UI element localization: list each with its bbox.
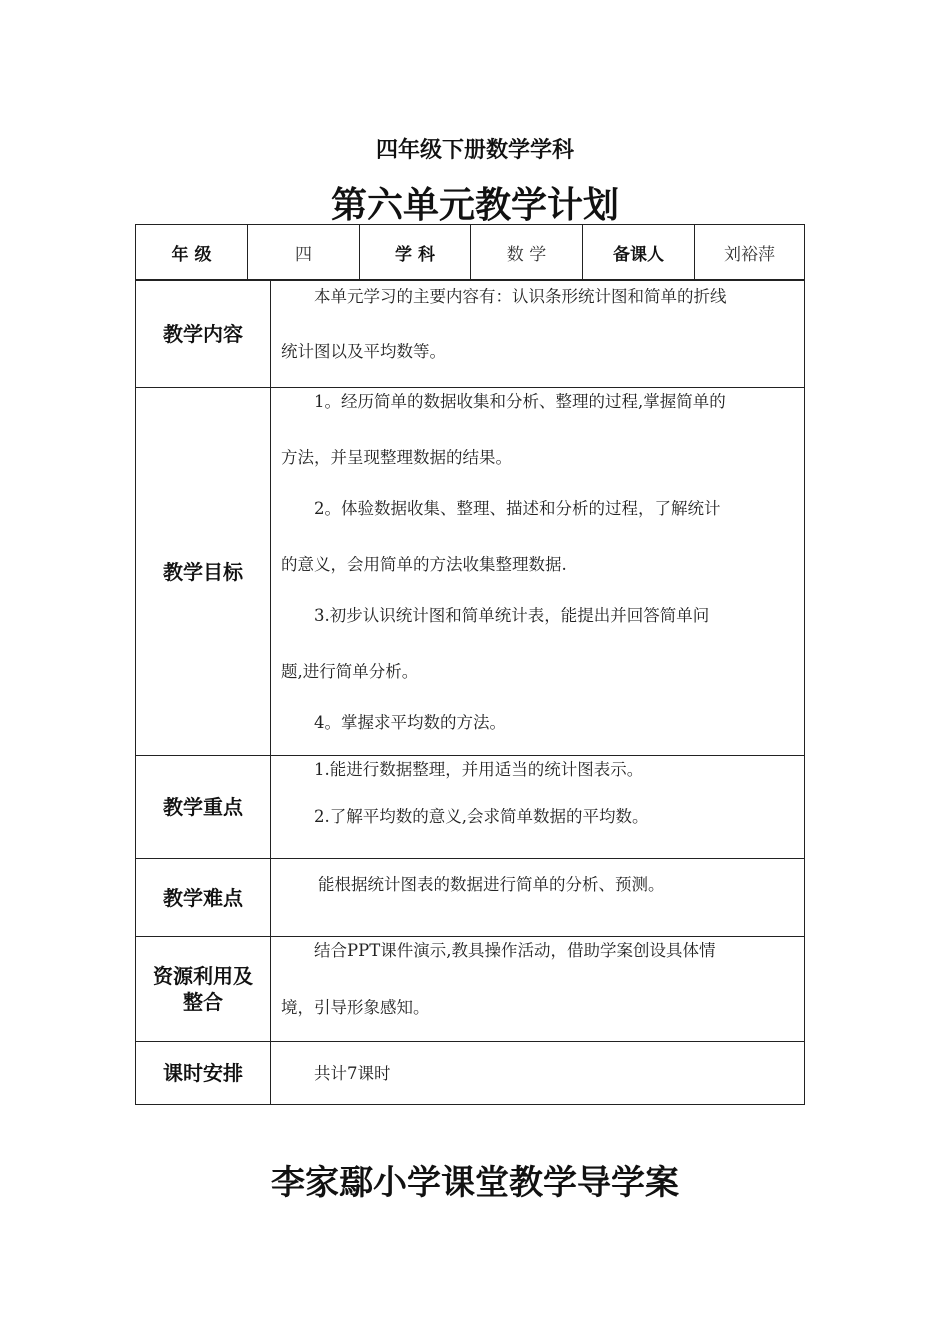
info-header-row	[135, 224, 805, 280]
teaching-goals-text	[271, 388, 804, 755]
text-line: 本单元学习的主要内容有：认识条形统计图和简单的折线	[314, 287, 727, 306]
grade-label: 年 级	[136, 225, 248, 279]
text-line: 方法，并呈现整理数据的结果。	[281, 448, 512, 467]
footer-title: 李家鄢小学课堂教学导学案	[271, 1163, 679, 1203]
schedule-label: 课时安排	[136, 1042, 271, 1104]
text-line: 1。经历简单的数据收集和分析、整理的过程,掌握简单的	[314, 392, 726, 411]
row-teaching-goals	[136, 387, 804, 755]
teaching-content-label: 教学内容	[136, 281, 271, 387]
key-points-text	[271, 756, 804, 858]
subject-label: 学 科	[360, 225, 471, 279]
row-difficulties	[136, 858, 804, 936]
text-line: 能根据统计图表的数据进行简单的分析、预测。	[318, 875, 665, 894]
text-line: 结合PPT课件演示,教具操作活动，借助学案创设具体情	[314, 941, 716, 960]
resources-text	[271, 937, 804, 1041]
text-line: 题,进行简单分析。	[281, 662, 419, 681]
row-schedule	[136, 1041, 804, 1104]
key-points-label: 教学重点	[136, 756, 271, 858]
text-line: 1.能进行数据整理，并用适当的统计图表示。	[314, 760, 644, 779]
grade-value: 四	[248, 225, 360, 279]
subject-value: 数 学	[471, 225, 583, 279]
difficulties-text	[271, 859, 804, 936]
row-teaching-content	[136, 280, 804, 387]
document-subtitle: 四年级下册数学学科	[375, 138, 574, 163]
difficulties-label: 教学难点	[136, 859, 271, 936]
resources-label	[136, 937, 271, 1041]
text-line: 共计7课时	[314, 1064, 391, 1083]
teaching-content-text	[271, 281, 804, 387]
teaching-goals-label: 教学目标	[136, 388, 271, 755]
teacher-label: 备课人	[583, 225, 695, 279]
plan-table	[135, 280, 805, 1105]
text-line: 境，引导形象感知。	[281, 998, 430, 1017]
text-line: 4。掌握求平均数的方法。	[314, 713, 506, 732]
teacher-value: 刘裕萍	[724, 244, 775, 265]
schedule-text	[271, 1042, 804, 1104]
resources-label-line: 整合	[183, 990, 223, 1014]
text-line: 3.初步认识统计图和简单统计表，能提出并回答简单问	[314, 606, 710, 625]
document-title: 第六单元教学计划	[330, 185, 619, 226]
text-line: 2。体验数据收集、整理、描述和分析的过程，了解统计	[314, 499, 721, 518]
row-resources	[136, 936, 804, 1041]
resources-label-line: 资源利用及	[153, 964, 253, 988]
text-line: 2.了解平均数的意义,会求简单数据的平均数。	[314, 807, 649, 826]
row-key-points	[136, 755, 804, 858]
text-line: 的意义，会用简单的方法收集整理数据.	[281, 555, 567, 574]
text-line: 统计图以及平均数等。	[281, 342, 446, 361]
